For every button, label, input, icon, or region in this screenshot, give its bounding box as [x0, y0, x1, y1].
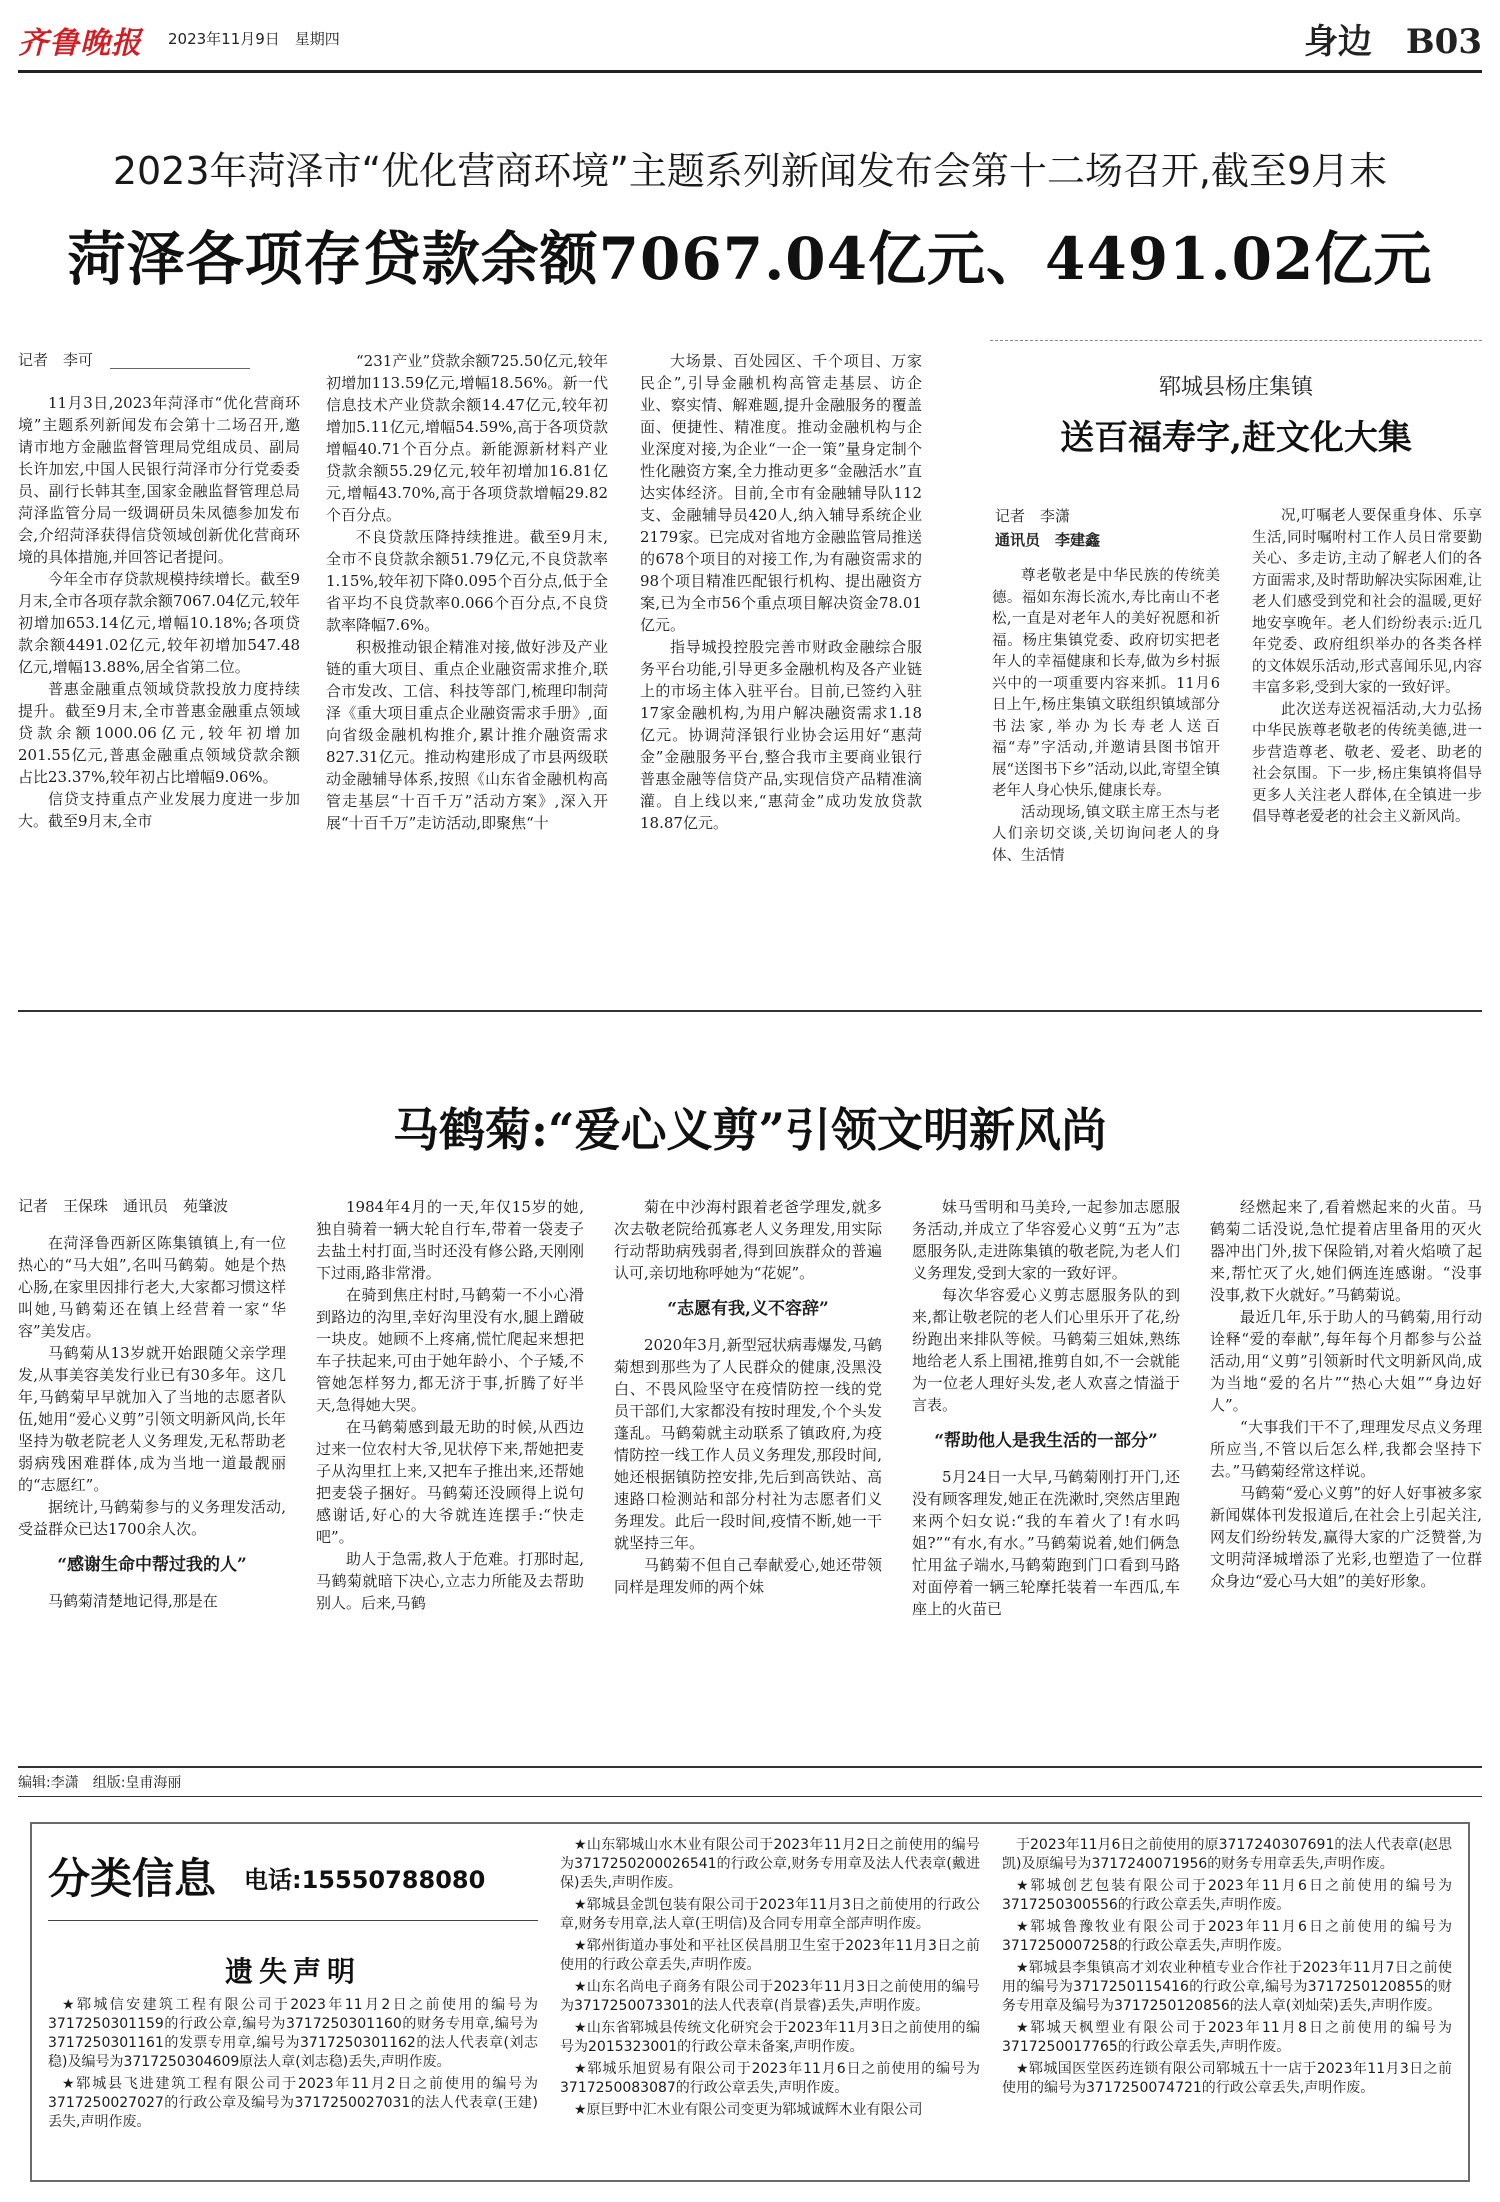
paragraph: 大场景、百处园区、千个项目、万家民企”,引导金融机构高管走基层、访企业、察实情、解难题,提升金融服务的覆盖面、便捷性、精准度。推动金融机构与企业深度对接,为企业“一企一策”量身定制个性化融资方案,全力推动更多“金融活水”直达实体经济。目前,全市有金融辅导队112支、金融辅导员420人,纳入辅导系统企业2179家。已完成对省地方金融监管局推送的678个项目的对接工作,为有融资需求的98个项目精准匹配银行机构、提出融资方案,已为全市56个重点项目解决资金78.01亿元。 — [640, 352, 922, 634]
paragraph: 最近几年,乐于助人的马鹤菊,用行动诠释“爱的奉献”,每年每个月都参与公益活动,用“义剪”引领新时代文明新风尚,成为当地“爱的名片”“热心大姐”“身边好人”。 — [1210, 1308, 1482, 1414]
paragraph: 据统计,马鹤菊参与的义务理发活动,受益群众已达1700余人次。 — [18, 1498, 286, 1538]
paragraph: 11月3日,2023年菏泽市“优化营商环境”主题系列新闻发布会第十二场召开,邀请市地方金融监督管理局党组成员、副局长许加宏,中国人民银行菏泽市分行党委委员、副行长韩其奎,国家金融监督管理总局菏泽监管分局一级调研员朱凤德参加发布会,介绍菏泽获得信贷领域创新优化营商环境的具体措施,并回答记者提问。 — [18, 394, 300, 566]
article3-column-1 — [18, 1232, 286, 1762]
issue-date: 2023年11月9日 星期四 — [168, 30, 340, 48]
paragraph: 况,叮嘱老人要保重身体、乐享生活,同时嘱咐村工作人员日常要勤关心、多走访,主动了解老人们的各方面需求,及时帮助解决实际困难,让老人们感受到党和社会的温暖,更好地安享晚年。老人们纷纷表示:近几年党委、政府组织举办的各类各样的文体娱乐活动,形式喜闻乐见,内容丰富多彩,受到大家的一致好评。 — [1252, 508, 1482, 696]
byline-rule — [110, 368, 250, 369]
paragraph: 在骑到焦庄村时,马鹤菊一不小心滑到路边的沟里,幸好沟里没有水,腿上蹭破一块皮。她顾不上疼痛,慌忙爬起来想把车子扶起来,可由于她年龄小、个子矮,不管她怎样努力,都无济于事,折腾了好半天,急得她大哭。 — [316, 1286, 584, 1414]
article-divider — [18, 1010, 1482, 1012]
side-article-top-rule — [990, 340, 1482, 358]
masthead-rule — [18, 70, 1482, 73]
sub-heading: “帮助他人是我生活的一部分” — [934, 1431, 1158, 1451]
paragraph: 1984年4月的一天,年仅15岁的她,独自骑着一辆大轮自行车,带着一袋麦子去盐土村打面,当时还没有修公路,天刚刚下过雨,路非常滑。 — [316, 1198, 584, 1282]
lost-notice-title: 遗失声明 — [224, 1955, 361, 1988]
paragraph: 马鹤菊从13岁就开始跟随父亲学理发,从事美容美发行业已有30多年。这几年,马鹤菊早早就加入了当地的志愿者队伍,她用“爱心义剪”引领文明新风尚,长年坚持为敬老院老人义务理发,无私帮助老弱病残困难群体,成为当地一道最靓丽的“志愿红”。 — [18, 1344, 286, 1494]
newspaper-logo: 齐鲁晚报 — [18, 26, 142, 61]
paragraph: “231产业”贷款余额725.50亿元,较年初增加113.59亿元,增幅18.56%。新一代信息技术产业贷款余额14.47亿元,较年初增加5.11亿元,增幅54.59%,高于各项贷款增幅40.71个百分点。新能源新材料产业贷款余额55.29亿元,较年初增加16.81亿元,增幅43.70%,高于各项贷款增幅29.82个百分点。 — [326, 352, 608, 524]
notice-item: ★原巨野中汇木业有限公司变更为郓城诚辉木业有限公司 — [574, 2102, 923, 2118]
paragraph: 普惠金融重点领域贷款投放力度持续提升。截至9月末,全市普惠金融重点领域贷款余额1000.06亿元,较年初增加201.55亿元,普惠金融重点领域贷款余额占比23.37%,较年初占比增幅9.06%。 — [18, 680, 300, 786]
notice-item: ★郓城鲁豫牧业有限公司于2023年11月6日之前使用的编号为3717250007258的行政公章丢失,声明作废。 — [1002, 1919, 1452, 1954]
classified-column-1 — [48, 1996, 538, 2172]
sub-heading: “志愿有我,义不容辞” — [667, 1299, 829, 1319]
paragraph: 2020年3月,新型冠状病毒爆发,马鹤菊想到那些为了人民群众的健康,没黑没白、不畏风险坚守在疫情防控一线的党员干部们,大家都没有按时理发,个个头发蓬乱。马鹤菊就主动联系了镇政府,为疫情防控一线工作人员义务理发,那段时间,她还根据镇防控安排,先后到高铁站、高速路口检测站和部分村社为志愿者们义务理发。此后一段时间,疫情不断,她一干就坚持三年。 — [614, 1336, 882, 1552]
paragraph: 活动现场,镇文联主席王杰与老人们亲切交谈,关切询问老人的身体、生活情 — [992, 804, 1220, 864]
classified-header — [48, 1846, 538, 1906]
paragraph: 妹马雪明和马美玲,一起参加志愿服务活动,并成立了华容爱心义剪“五为”志愿服务队,走进陈集镇的敬老院,为老人们义务理发,受到大家的一致好评。 — [912, 1198, 1180, 1282]
article2-byline-correspondent: 通讯员 李建鑫 — [995, 531, 1101, 549]
article1-column-3 — [640, 350, 922, 980]
classified-column-3 — [1002, 1836, 1452, 2172]
editor-credits: 编辑:李潇 组版:皇甫海丽 — [18, 1775, 182, 1791]
paragraph: 指导城投控股完善市财政金融综合服务平台功能,引导更多金融机构及各产业链上的市场主体入驻平台。目前,已签约入驻17家金融机构,为用户解决融资需求1.18亿元。协调菏泽银行业协会运用好“惠菏金”金融服务平台,整合我市主要商业银行普惠金融等信贷产品,实现信贷产品精准滴灌。自上线以来,“惠菏金”成功发放贷款18.87亿元。 — [640, 638, 922, 832]
notice-item: ★郓城天枫塑业有限公司于2023年11月8日之前使用的编号为3717250017765的行政公章丢失,声明作废。 — [1002, 2020, 1452, 2055]
classified-title: 分类信息 — [48, 1854, 217, 1903]
article2-headline: 送百福寿字,赶文化大集 — [1060, 418, 1412, 458]
article2-byline-reporter: 记者 李潇 — [995, 507, 1071, 525]
editor-rule-top — [18, 1766, 1482, 1768]
article1-headline: 菏泽各项存贷款余额7067.04亿元、4491.02亿元 — [67, 225, 1433, 293]
classified-column-2 — [560, 1836, 980, 2172]
paragraph: 菊在中沙海村跟着老爸学理发,就多次去敬老院给孤寡老人义务理发,用实际行动帮助病残弱者,得到回族群众的普遍认可,亲切地称呼她为“花妮”。 — [614, 1198, 882, 1282]
paragraph: 在马鹤菊感到最无助的时候,从西边过来一位农村大爷,见状停下来,帮她把麦子从沟里扛上来,又把车子推出来,还帮她把麦袋子捆好。马鹤菊还没顾得上说句感谢话,好心的大爷就连连摆手:“快走吧”。 — [316, 1418, 584, 1546]
notice-item: ★郓城县飞进建筑工程有限公司于2023年11月2日之前使用的编号为3717250027027的行政公章及编号为3717250027031的法人代表章(王建)丢失,声明作废。 — [48, 2076, 538, 2130]
masthead — [18, 14, 1482, 64]
paragraph: 马鹤菊不但自己奉献爱心,她还带领同样是理发师的两个妹 — [614, 1556, 882, 1596]
notice-item: ★郓城县金凯包装有限公司于2023年11月3日之前使用的行政公章,财务专用章,法人章(王明信)及合同专用章全部声明作废。 — [560, 1897, 980, 1932]
article3-column-2 — [316, 1196, 584, 1762]
notice-item: ★郓城国医堂医药连锁有限公司郓城五十一店于2023年11月3日之前使用的编号为3717250074721的行政公章丢失,声明作废。 — [1002, 2061, 1452, 2096]
notice-item: ★山东名尚电子商务有限公司于2023年11月3日之前使用的编号为3717250073301的法人代表章(肖景睿)丢失,声明作废。 — [560, 1979, 980, 2014]
classified-header-rule — [48, 1920, 538, 1921]
paragraph: 马鹤菊清楚地记得,那是在 — [48, 1592, 218, 1610]
paragraph: 积极推动银企精准对接,做好涉及产业链的重大项目、重点企业融资需求推介,联合市发改、工信、科技等部门,梳理印制菏泽《重大项目重点企业融资需求手册》,面向省级金融机构推介,累计推介融资需求827.31亿元。推动构建形成了市县两级联动金融辅导体系,按照《山东省金融机构高管走基层“十百千万”活动方案》,深入开展“十百千万”走访活动,即聚焦“十 — [326, 638, 608, 832]
section-page-label: 身边 B03 — [1303, 22, 1482, 62]
article2-column-2 — [1252, 506, 1482, 980]
sub-heading: “感谢生命中帮过我的人” — [57, 1555, 247, 1575]
editor-rule-bottom — [18, 1796, 1482, 1797]
article2-place: 郓城县杨庄集镇 — [1158, 375, 1313, 400]
paragraph: 马鹤菊“爱心义剪”的好人好事被多家新闻媒体刊发报道后,在社会上引起关注,网友们纷纷转发,赢得大家的广泛赞誉,为文明菏泽城增添了光彩,也塑造了一位群众身边“爱心马大姐”的美好形象。 — [1210, 1484, 1482, 1590]
paragraph: “大事我们干不了,理理发尽点义务理所应当,不管以后怎么样,我都会坚持下去。”马鹤菊经常这样说。 — [1210, 1418, 1482, 1480]
paragraph: 今年全市存贷款规模持续增长。截至9月末,全市各项存款余额7067.04亿元,较年初增加653.14亿元,增幅10.18%;各项贷款余额4491.02亿元,较年初增加547.48亿元,增幅13.88%,居全省第二位。 — [18, 570, 300, 676]
article2-column-1 — [992, 566, 1220, 980]
paragraph: 助人于急需,救人于危难。打那时起,马鹤菊就暗下决心,立志力所能及去帮助别人。后来,马鹤 — [316, 1550, 584, 1612]
paragraph: 信贷支持重点产业发展力度进一步加大。截至9月末,全市 — [18, 790, 300, 830]
article1-column-2 — [326, 350, 608, 980]
article3-column-4 — [912, 1196, 1180, 1762]
notice-item: ★郓城县李集镇高才刘农业种植专业合作社于2023年11月7日之前使用的编号为3717250115416的行政公章,编号为3717250120855的财务专用章及编号为3717250120856的法人章(刘灿荣)丢失,声明作废。 — [1002, 1960, 1452, 2014]
article1-byline: 记者 李可 — [18, 351, 94, 369]
paragraph: 在菏泽鲁西新区陈集镇镇上,有一位热心的“马大姐”,名叫马鹤菊。她是个热心肠,在家里因排行老大,大家都习惯这样叫她,马鹤菊还在镇上经营着一家“华容”美发店。 — [18, 1234, 286, 1340]
article1-sub-headline: 2023年菏泽市“优化营商环境”主题系列新闻发布会第十二场召开,截至9月末 — [112, 149, 1388, 193]
article3-headline: 马鹤菊:“爱心义剪”引领文明新风尚 — [393, 1103, 1107, 1157]
notice-item: ★郓城创艺包装有限公司于2023年11月6日之前使用的编号为3717250300556的行政公章丢失,声明作废。 — [1002, 1878, 1452, 1913]
notice-item: ★山东省郓城县传统文化研究会于2023年11月3日之前使用的编号为2015323001的行政公章未备案,声明作废。 — [560, 2020, 980, 2055]
paragraph: 此次送寿送祝福活动,大力弘扬中华民族尊老敬老的传统美德,进一步营造尊老、敬老、爱老、助老的社会氛围。下一步,杨庄集镇将倡导更多人关注老人群体,在全镇进一步倡导尊老爱老的社会主义新风尚。 — [1252, 701, 1482, 825]
article1-column-1 — [18, 392, 300, 980]
article3-byline: 记者 王保珠 通讯员 苑肇波 — [18, 1197, 229, 1215]
paragraph: 5月24日一大早,马鹤菊刚打开门,还没有顾客理发,她正在洗漱时,突然店里跑来两个妇女说:“我的车着火了!有水吗姐?”“有水,有水。”马鹤菊说着,她们俩急忙用盆子端水,马鹤菊跑到门口看到马路对面停着一辆三轮摩托装着一车西瓜,车座上的火苗已 — [912, 1468, 1180, 1618]
notice-item: ★郓城乐旭贸易有限公司于2023年11月6日之前使用的编号为3717250083087的行政公章丢失,声明作废。 — [560, 2061, 980, 2096]
paragraph: 每次华容爱心义剪志愿服务队的到来,都让敬老院的老人们心里乐开了花,纷纷跑出来排队等候。马鹤菊三姐妹,熟练地给老人系上围裙,推剪自如,不一会就能为一位老人理好头发,老人欢喜之情溢于言表。 — [912, 1286, 1180, 1414]
paragraph: 经燃起来了,看着燃起来的火苗。马鹤菊二话没说,急忙提着店里备用的灭火器冲出门外,拔下保险销,对着火焰喷了起来,帮忙灭了火,她们俩连连感谢。“没事没事,救下火就好。”马鹤菊说。 — [1210, 1198, 1482, 1304]
paragraph: 尊老敬老是中华民族的传统美德。福如东海长流水,寿比南山不老松,一直是对老年人的美好祝愿和祈福。杨庄集镇党委、政府切实把老年人的幸福健康和长寿,做为乡村振兴中的一项重要内容来抓。11月6日上午,杨庄集镇文联组织镇域部分书法家,举办为长寿老人送百福“寿”字活动,并邀请县图书馆开展“送图书下乡”活动,以此,寄望全镇老年人身心快乐,健康长寿。 — [992, 568, 1220, 799]
paragraph: 不良贷款压降持续推进。截至9月末,全市不良贷款余额51.79亿元,不良贷款率1.15%,较年初下降0.095个百分点,低于全省平均不良贷款率0.066个百分点,不良贷款率降幅7.6%。 — [326, 528, 608, 634]
notice-item: 于2023年11月6日之前使用的原3717240307691的法人代表章(赵思凯)及原编号为3717240071956的财务专用章丢失,声明作废。 — [1002, 1837, 1452, 1872]
notice-item: ★山东郓城山水木业有限公司于2023年11月2日之前使用的编号为3717250200026541的行政公章,财务专用章及法人代表章(戴进保)丢失,声明作废。 — [560, 1837, 980, 1891]
notice-item: ★郓州街道办事处和平社区侯昌朋卫生室于2023年11月3日之前使用的行政公章丢失,声明作废。 — [560, 1938, 980, 1973]
article3-column-3 — [614, 1196, 882, 1762]
notice-item: ★郓城信安建筑工程有限公司于2023年11月2日之前使用的编号为3717250301159的行政公章,编号为3717250301160的财务专用章,编号为3717250301161的发票专用章,编号为3717250301162的法人代表章(刘志稳)及编号为3717250304609原法人章(刘志稳)丢失,声明作废。 — [48, 1997, 538, 2070]
classified-phone: 电话:15550788080 — [244, 1866, 486, 1894]
article3-column-5 — [1210, 1196, 1482, 1762]
